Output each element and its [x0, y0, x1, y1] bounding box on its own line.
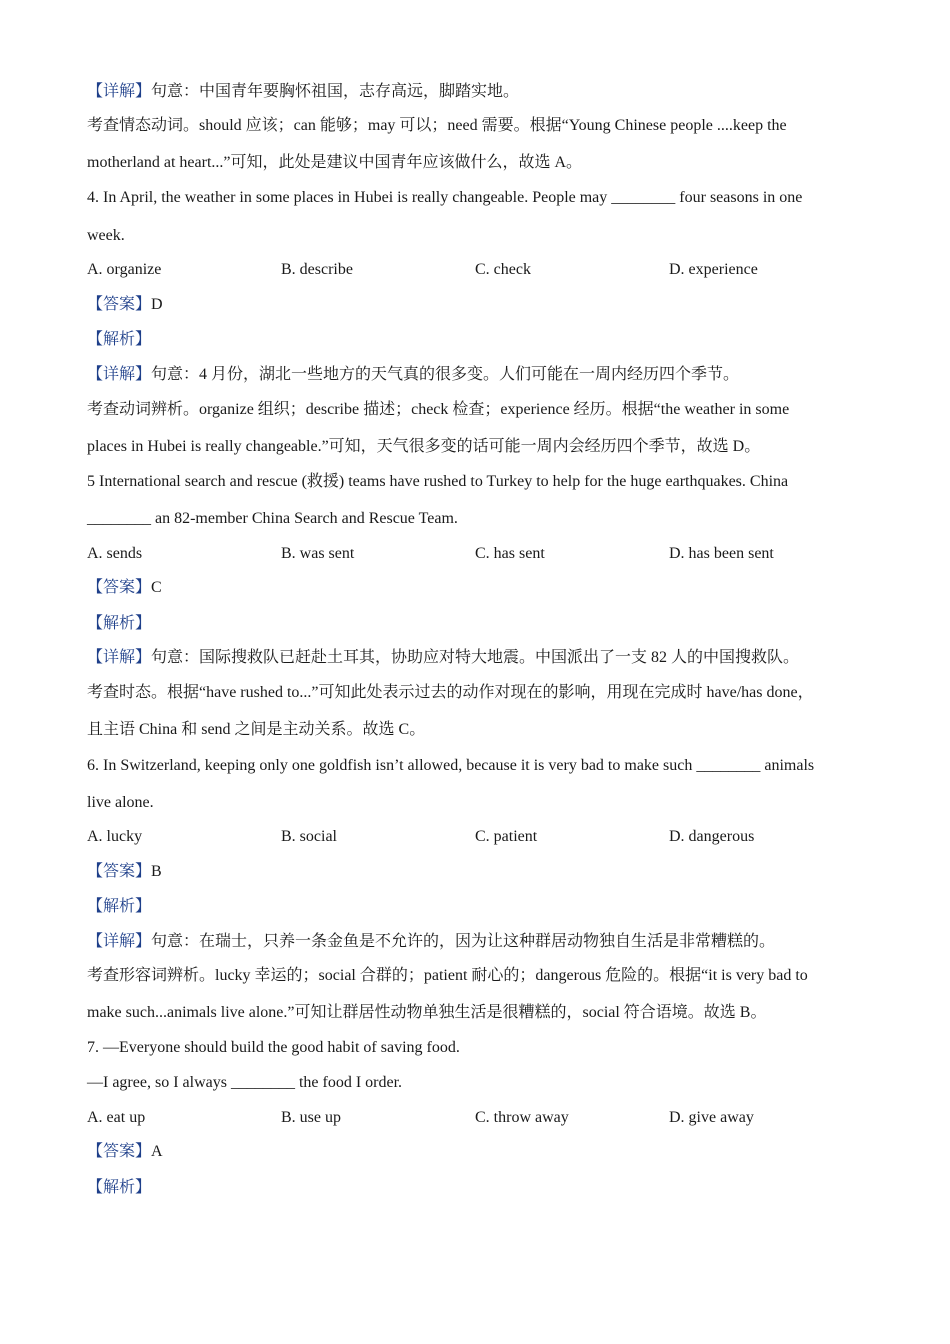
q7-option-b: B. use up	[281, 1109, 341, 1126]
q5-analysis-line-1: 考查时态。根据“have rushed to...”可知此处表示过去的动作对现在的影响，用现在完成时 have/has done，	[87, 684, 814, 701]
detail-tag: 【详解】	[87, 366, 152, 383]
answer-tag: 【答案】	[87, 296, 152, 313]
q7-option-d: D. give away	[669, 1109, 754, 1126]
q5-explain-tag: 【解析】	[87, 615, 152, 632]
q6-option-b: B. social	[281, 828, 337, 845]
answer-tag: 【答案】	[87, 579, 152, 596]
q4-answer: 【答案】D	[87, 296, 163, 313]
q7-answer: 【答案】A	[87, 1143, 163, 1160]
q6-explain-tag: 【解析】	[87, 898, 152, 915]
q7-stem-line-1: 7. —Everyone should build the good habit of saving food.	[87, 1039, 460, 1056]
q7-stem-line-2: —I agree, so I always ________ the food I order.	[87, 1074, 403, 1091]
q3-analysis-line-2: motherland at heart...”可知，此处是建议中国青年应该做什么，故选 A。	[87, 154, 583, 171]
q5-option-d: D. has been sent	[669, 545, 774, 562]
q5-option-a: A. sends	[87, 545, 143, 562]
q5-stem-line-2: ________ an 82-member China Search and Rescue Team.	[87, 510, 458, 527]
q6-stem-line-2: live alone.	[87, 794, 154, 811]
q4-detail: 【详解】句意：4 月份，湖北一些地方的天气真的很多变。人们可能在一周内经历四个季节。	[87, 366, 740, 383]
q4-explain-tag: 【解析】	[87, 331, 152, 348]
detail-tag: 【详解】	[87, 933, 152, 950]
q4-analysis-line-2: places in Hubei is really changeable.”可知，天气很多变的话可能一周内会经历四个季节，故选 D。	[87, 438, 761, 455]
answer-tag: 【答案】	[87, 1143, 152, 1160]
q3-analysis-line-1: 考查情态动词。should 应该；can 能够；may 可以；need 需要。根据“Young Chinese people ....keep the	[87, 117, 787, 134]
q4-analysis-line-1: 考查动词辨析。organize 组织；describe 描述；check 检查；experience 经历。根据“the weather in some	[87, 401, 790, 418]
q5-option-b: B. was sent	[281, 545, 355, 562]
q7-option-c: C. throw away	[475, 1109, 569, 1126]
q6-detail: 【详解】句意：在瑞士，只养一条金鱼是不允许的，因为让这种群居动物独自生活是非常糟糕的。	[87, 933, 776, 950]
q5-option-c: C. has sent	[475, 545, 545, 562]
q5-analysis-line-2: 且主语 China 和 send 之间是主动关系。故选 C。	[87, 721, 426, 738]
q4-option-c: C. check	[475, 261, 531, 278]
q7-option-a: A. eat up	[87, 1109, 146, 1126]
q6-stem-line-1: 6. In Switzerland, keeping only one goldfish isn’t allowed, because it is very bad to make such ________ animals	[87, 757, 815, 774]
q4-stem-line-2: week.	[87, 227, 125, 244]
detail-tag: 【详解】	[87, 83, 152, 100]
q6-option-a: A. lucky	[87, 828, 143, 845]
q3-detail: 【详解】句意：中国青年要胸怀祖国，志存高远，脚踏实地。	[87, 83, 520, 100]
q6-option-c: C. patient	[475, 828, 538, 845]
q5-answer: 【答案】C	[87, 579, 162, 596]
detail-tag: 【详解】	[87, 649, 152, 666]
q5-detail: 【详解】句意：国际搜救队已赶赴土耳其，协助应对特大地震。中国派出了一支 82 人的中国搜救队。	[87, 649, 800, 666]
q6-option-d: D. dangerous	[669, 828, 755, 845]
q6-analysis-line-1: 考查形容词辨析。lucky 幸运的；social 合群的；patient 耐心的；dangerous 危险的。根据“it is very bad to	[87, 967, 808, 984]
q4-option-d: D. experience	[669, 261, 758, 278]
q7-explain-tag: 【解析】	[87, 1179, 152, 1196]
q6-answer: 【答案】B	[87, 863, 162, 880]
answer-tag: 【答案】	[87, 863, 152, 880]
q6-analysis-line-2: make such...animals live alone.”可知让群居性动物单独生活是很糟糕的，social 符合语境。故选 B。	[87, 1004, 767, 1021]
q5-stem-line-1: 5 International search and rescue (救援) teams have rushed to Turkey to help for the huge earthquakes. China	[87, 473, 789, 490]
q4-option-b: B. describe	[281, 261, 353, 278]
q4-stem-line-1: 4. In April, the weather in some places in Hubei is really changeable. People may ________ four seasons in one	[87, 189, 803, 206]
q4-option-a: A. organize	[87, 261, 162, 278]
